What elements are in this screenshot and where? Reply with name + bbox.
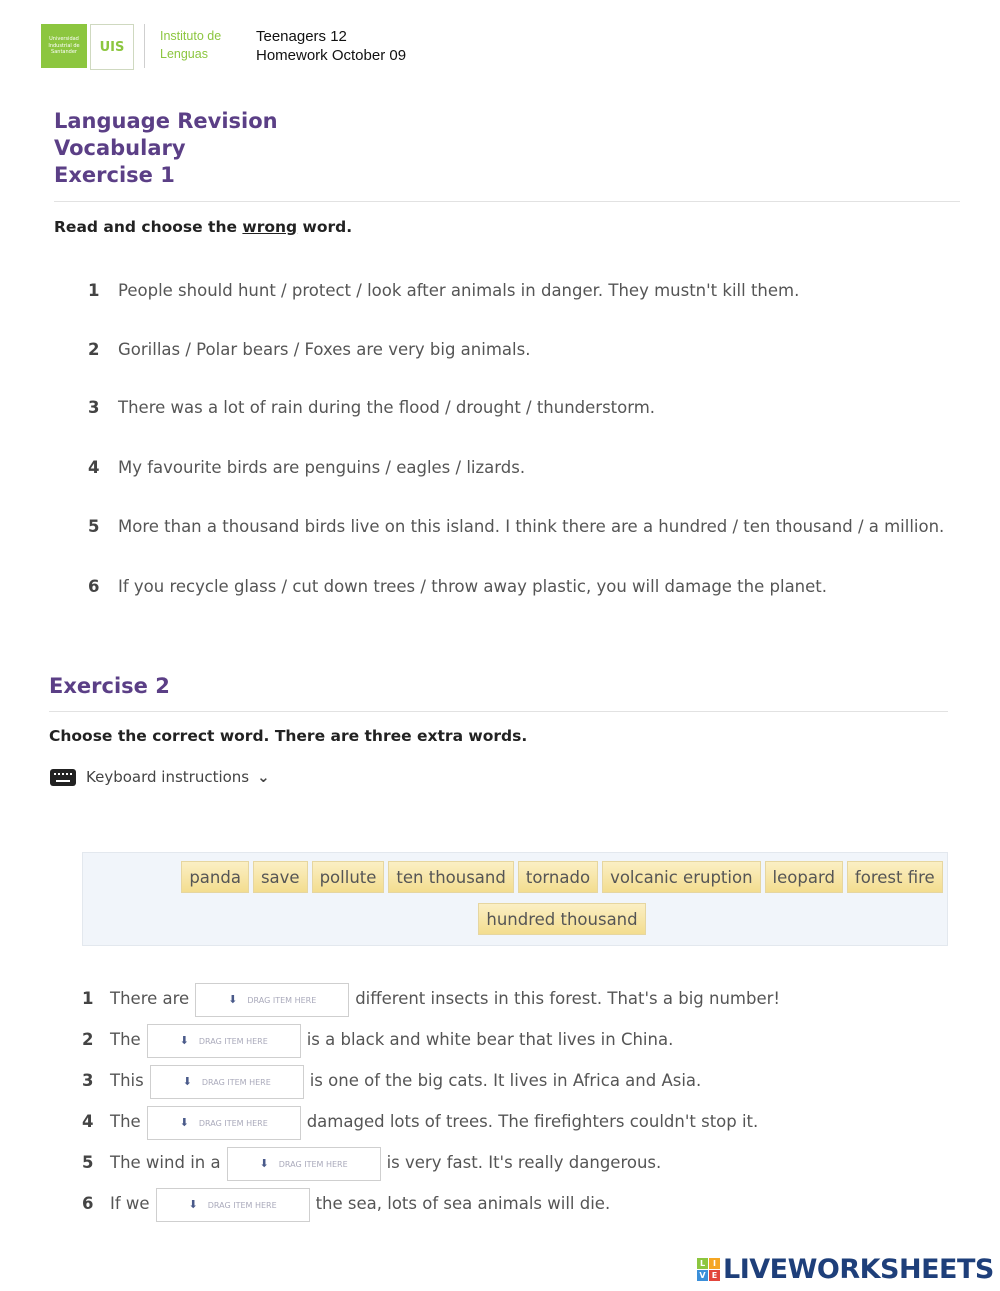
- exercise2-item: [82, 1064, 701, 1098]
- item-number: 1: [88, 281, 100, 300]
- draggable-word[interactable]: forest fire: [847, 861, 943, 893]
- header-info: [256, 27, 406, 65]
- exercise2-item: [82, 1023, 673, 1057]
- item-number: 2: [88, 340, 100, 359]
- exercise1-item[interactable]: [88, 340, 530, 359]
- sentence-start: If we: [110, 1194, 150, 1213]
- download-arrow-icon: ⬇: [188, 1197, 198, 1211]
- item-number: 3: [88, 398, 100, 417]
- university-logo: Universidad Industrial de Santander: [41, 24, 87, 68]
- exercise2-item: [82, 1105, 758, 1139]
- draggable-word[interactable]: leopard: [765, 861, 843, 893]
- uis-logo-mark: UIS: [90, 24, 134, 70]
- live-mark-icon: L I V E: [697, 1258, 720, 1281]
- homework-date: Homework October 09: [256, 47, 407, 64]
- sentence-end: is one of the big cats. It lives in Africa and Asia.: [309, 1071, 702, 1090]
- item-text[interactable]: Gorillas / Polar bears / Foxes are very big animals.: [118, 340, 531, 359]
- exercise2-item: [82, 1187, 610, 1221]
- logo-divider: [144, 24, 145, 68]
- download-arrow-icon: ⬇: [179, 1033, 189, 1047]
- item-text[interactable]: People should hunt / protect / look after animals in danger. They mustn't kill them.: [118, 281, 800, 300]
- item-number: 5: [82, 1153, 94, 1172]
- sentence-start: There are: [110, 989, 190, 1008]
- divider: [49, 711, 948, 712]
- exercise2-item: [82, 982, 780, 1016]
- institute-name: Instituto de Lenguas: [160, 29, 222, 61]
- drop-zone[interactable]: ⬇ DRAG ITEM HERE: [147, 1024, 301, 1058]
- exercise1-item[interactable]: [88, 577, 827, 596]
- exercise2-item: [82, 1146, 661, 1180]
- divider: [54, 201, 960, 202]
- item-number: 5: [88, 517, 100, 536]
- sentence-end: different insects in this forest. That's a big number!: [355, 989, 781, 1008]
- sentence-end: is a black and white bear that lives in China.: [306, 1030, 674, 1049]
- section-title: Language Revision Vocabulary Exercise 1: [54, 109, 278, 187]
- item-text[interactable]: My favourite birds are penguins / eagles / lizards.: [118, 458, 526, 477]
- draggable-word[interactable]: tornado: [518, 861, 598, 893]
- exercise1-item[interactable]: [88, 398, 655, 417]
- keyboard-instructions-toggle[interactable]: Keyboard instructions ⌄: [50, 768, 270, 786]
- draggable-word[interactable]: volcanic eruption: [602, 861, 760, 893]
- item-number: 2: [82, 1030, 94, 1049]
- drop-zone[interactable]: ⬇ DRAG ITEM HERE: [147, 1106, 301, 1140]
- keyboard-icon: [50, 769, 76, 786]
- exercise1-item[interactable]: [88, 517, 944, 536]
- item-text[interactable]: If you recycle glass / cut down trees / throw away plastic, you will damage the planet.: [118, 577, 828, 596]
- item-text[interactable]: More than a thousand birds live on this island. I think there are a hundred / ten thousand / a million.: [118, 517, 945, 536]
- exercise1-instructions: Read and choose the wrong word.: [54, 218, 353, 236]
- download-arrow-icon: ⬇: [228, 992, 238, 1006]
- sentence-start: This: [110, 1071, 144, 1090]
- sentence-end: is very fast. It's really dangerous.: [386, 1153, 662, 1172]
- sentence-start: The: [110, 1112, 141, 1131]
- drop-zone[interactable]: ⬇ DRAG ITEM HERE: [227, 1147, 381, 1181]
- draggable-word[interactable]: hundred thousand: [478, 903, 645, 935]
- download-arrow-icon: ⬇: [182, 1074, 192, 1088]
- item-number: 4: [82, 1112, 94, 1131]
- item-number: 1: [82, 989, 94, 1008]
- sentence-end: the sea, lots of sea animals will die.: [315, 1194, 611, 1213]
- chevron-down-icon: ⌄: [257, 768, 270, 786]
- item-number: 4: [88, 458, 100, 477]
- download-arrow-icon: ⬇: [259, 1156, 269, 1170]
- draggable-word[interactable]: ten thousand: [388, 861, 513, 893]
- exercise2-instructions: Choose the correct word. There are three extra words.: [49, 727, 528, 745]
- item-number: 3: [82, 1071, 94, 1090]
- draggable-word[interactable]: panda: [181, 861, 249, 893]
- item-number: 6: [82, 1194, 94, 1213]
- sentence-start: The: [110, 1030, 141, 1049]
- word-bank: [82, 852, 948, 946]
- drop-zone[interactable]: ⬇ DRAG ITEM HERE: [150, 1065, 304, 1099]
- drop-zone[interactable]: ⬇ DRAG ITEM HERE: [195, 983, 349, 1017]
- draggable-word[interactable]: pollute: [312, 861, 385, 893]
- sentence-start: The wind in a: [110, 1153, 221, 1172]
- liveworksheets-logo: L I V E LIVEWORKSHEETS: [697, 1254, 994, 1285]
- download-arrow-icon: ⬇: [179, 1115, 189, 1129]
- exercise2-title: Exercise 2: [49, 674, 170, 698]
- exercise1-item[interactable]: [88, 281, 799, 300]
- item-number: 6: [88, 577, 100, 596]
- drop-zone[interactable]: ⬇ DRAG ITEM HERE: [156, 1188, 310, 1222]
- sentence-end: damaged lots of trees. The firefighters couldn't stop it.: [306, 1112, 759, 1131]
- draggable-word[interactable]: save: [253, 861, 308, 893]
- item-text[interactable]: There was a lot of rain during the flood / drought / thunderstorm.: [118, 398, 656, 417]
- course-name: Teenagers 12: [256, 28, 347, 45]
- exercise1-item[interactable]: [88, 458, 525, 477]
